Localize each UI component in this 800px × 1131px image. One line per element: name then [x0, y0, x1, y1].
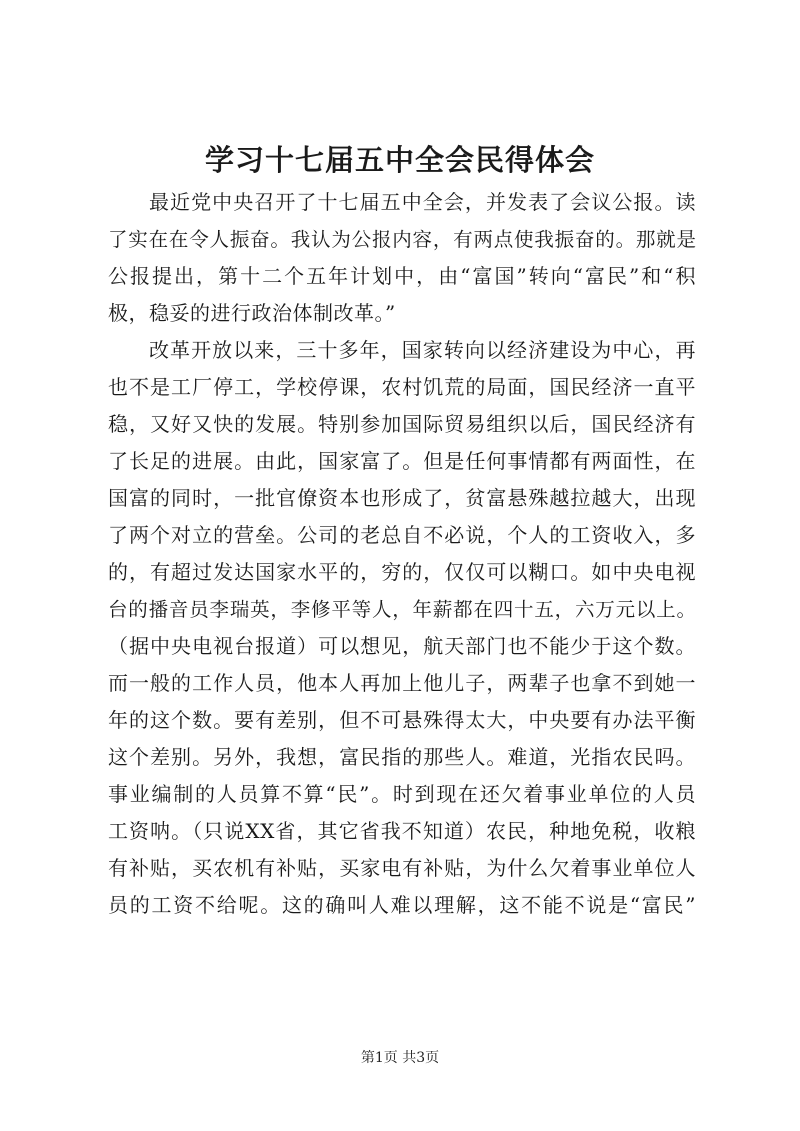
- body-line: 也不是工厂停工，学校停课，农村饥荒的局面，国民经济一直平: [108, 375, 696, 399]
- document-body: [108, 184, 696, 924]
- body-line: 了两个对立的营垒。公司的老总自不必说，个人的工资收入，多: [108, 523, 696, 547]
- body-line: 改革开放以来，三十多年，国家转向以经济建设为中心，再: [149, 338, 696, 362]
- body-line: 最近党中央召开了十七届五中全会，并发表了会议公报。读: [149, 190, 696, 214]
- body-line: 稳，又好又快的发展。特别参加国际贸易组织以后，国民经济有: [108, 412, 696, 436]
- body-line: 员的工资不给呢。这的确叫人难以理解，这不能不说是“富民”: [108, 893, 696, 917]
- body-line: 有补贴，买农机有补贴，买家电有补贴，为什么欠着事业单位人: [108, 856, 696, 880]
- body-line: 的，有超过发达国家水平的，穷的，仅仅可以糊口。如中央电视: [108, 560, 696, 584]
- body-line: 了长足的进展。由此，国家富了。但是任何事情都有两面性，在: [108, 449, 696, 473]
- body-line: 极，稳妥的进行政治体制改革。”: [108, 301, 396, 325]
- body-line: 年的这个数。要有差别，但不可悬殊得太大，中央要有办法平衡: [108, 708, 696, 732]
- body-line: 台的播音员李瑞英，李修平等人，年薪都在四十五，六万元以上。: [108, 598, 696, 621]
- body-line: 而一般的工作人员，他本人再加上他儿子，两辈子也拿不到她一: [108, 671, 696, 695]
- body-line: 国富的同时，一批官僚资本也形成了，贫富悬殊越拉越大，出现: [108, 486, 696, 510]
- body-line: 了实在在令人振奋。我认为公报内容，有两点使我振奋的。那就是: [108, 228, 696, 251]
- page-number-footer: 第1页 共3页: [360, 1050, 440, 1066]
- body-line: 工资呐。（只说XX省，其它省我不知道）农民，种地免税，收粮: [108, 819, 696, 843]
- document-title: 学习十七届五中全会民得体会: [204, 143, 595, 177]
- body-line: 事业编制的人员算不算“民”。时到现在还欠着事业单位的人员: [108, 782, 696, 806]
- body-line: 公报提出，第十二个五年计划中，由“富国”转向“富民”和“积: [108, 264, 696, 288]
- body-line: 这个差别。另外，我想，富民指的那些人。难道，光指农民吗。: [108, 745, 696, 769]
- body-line: （据中央电视台报道）可以想见，航天部门也不能少于这个数。: [108, 634, 696, 658]
